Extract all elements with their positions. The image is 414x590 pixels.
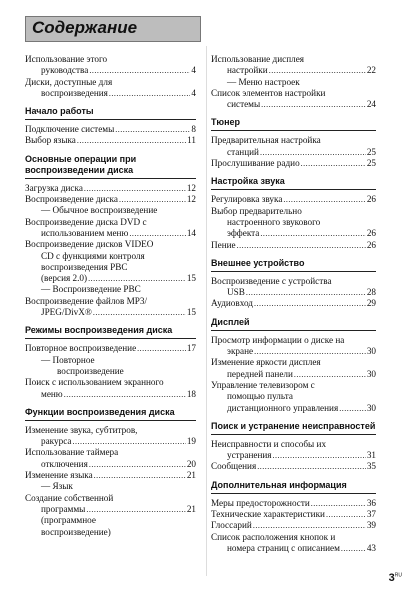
entry-text: Неисправности и способы их: [211, 438, 327, 449]
leader-dots: [93, 307, 186, 318]
entry-text: Создание собственной: [25, 492, 114, 503]
entry-text: Выбор предварительно: [211, 205, 302, 216]
leader-dots: [137, 343, 186, 354]
entry-text: помощью пульта: [227, 391, 293, 402]
entry-text: воспроизведения PBC: [41, 261, 128, 272]
page-ref: 20: [186, 458, 196, 469]
entry-text: Воспроизведение с устройства: [211, 275, 332, 286]
page-ref: 26: [366, 239, 376, 250]
entry-text: Управление телевизором с: [211, 379, 315, 390]
section-heading: Дополнительная информация: [211, 480, 376, 494]
toc-entry[interactable]: [211, 240, 376, 251]
leader-dots: [269, 65, 366, 76]
page-ref: 26: [366, 228, 376, 239]
column-divider: [206, 46, 207, 576]
entry-text: дистанционного управления: [227, 402, 339, 413]
page-ref: 21: [186, 503, 196, 514]
leader-dots: [339, 403, 366, 414]
section-heading: Тюнер: [211, 117, 376, 131]
entry-text: воспроизведение: [57, 365, 124, 376]
entry-text: воспроизведение): [41, 526, 111, 537]
section-heading: Режимы воспроизведения диска: [25, 325, 196, 339]
page-ref: 25: [366, 158, 376, 169]
entry-text: Поиск с использованием экранного: [25, 377, 164, 388]
page-ref: 28: [366, 287, 376, 298]
leader-dots: [84, 183, 186, 194]
toc-section: [211, 117, 376, 169]
entry-text: настройки: [227, 65, 268, 76]
entry-text: Воспроизведение диска: [25, 194, 118, 205]
entry-text: Использование этого: [25, 54, 108, 64]
leader-dots: [260, 147, 366, 158]
leader-dots: [237, 240, 366, 251]
leader-dots: [283, 194, 365, 205]
entry-text: Выбор языка: [25, 135, 76, 146]
leader-dots: [341, 543, 366, 554]
entry-text: JPEG/DivX®: [41, 307, 92, 318]
toc-entry[interactable]: [25, 77, 196, 100]
page-lang: RU: [394, 572, 402, 579]
leader-dots: [64, 389, 186, 400]
toc-subentry[interactable]: [211, 77, 376, 88]
toc-entry[interactable]: [25, 54, 196, 77]
entry-text: (программное: [41, 515, 96, 526]
entry-text: USB: [227, 287, 245, 298]
page-ref: 31: [366, 450, 376, 461]
entry-text: Воспроизведение файлов MP3/: [25, 295, 148, 306]
toc-entry[interactable]: [25, 470, 196, 481]
entry-text: настроенного звукового: [227, 216, 321, 227]
page-title: Содержание: [32, 18, 138, 37]
entry-text: Предварительная настройка: [211, 135, 321, 146]
entry-text: Использование дисплея: [211, 54, 305, 64]
leader-dots: [254, 298, 366, 309]
toc-section: [211, 421, 376, 473]
leader-dots: [311, 498, 366, 509]
page-ref: 29: [366, 298, 376, 309]
toc-section: [25, 325, 196, 399]
page-ref: 37: [366, 509, 376, 520]
entry-text: — Язык: [41, 481, 73, 492]
entry-text: системы: [227, 99, 261, 110]
entry-text: Повторное воспроизведение: [25, 343, 137, 354]
section-heading: Настройка звука: [211, 176, 376, 190]
entry-text: экране: [227, 346, 254, 357]
entry-text: Сообщения: [211, 461, 257, 472]
section-heading: Основные операции при воспроизведении диска: [25, 154, 196, 179]
entry-text: — Повторное: [41, 354, 95, 365]
entry-text: использованием меню: [41, 227, 129, 238]
toc-entry[interactable]: [211, 206, 376, 240]
toc-section: [25, 154, 196, 319]
entry-text: Регулировка звука: [211, 194, 283, 205]
toc-entry[interactable]: [25, 194, 196, 205]
page-ref: 25: [366, 146, 376, 157]
section-heading: Дисплей: [211, 317, 376, 331]
page-ref: 30: [366, 346, 376, 357]
toc-entry[interactable]: [211, 520, 376, 531]
toc-section: [25, 54, 196, 99]
entry-text: Использование таймера: [25, 447, 119, 458]
toc-entry[interactable]: [211, 380, 376, 414]
entry-text: CD с функциями контроля: [41, 250, 145, 261]
entry-text: меню: [41, 388, 63, 399]
toc-entry[interactable]: [211, 357, 376, 380]
page-ref: 39: [366, 520, 376, 531]
leader-dots: [260, 228, 365, 239]
toc-right-column: [211, 54, 376, 561]
toc-entry[interactable]: [211, 135, 376, 158]
toc-entry[interactable]: [211, 158, 376, 169]
page-ref: 12: [186, 182, 196, 193]
page-ref: 36: [366, 497, 376, 508]
leader-dots: [261, 99, 366, 110]
entry-text: Изменение яркости дисплея: [211, 357, 321, 368]
leader-dots: [88, 273, 186, 284]
entry-text: (версия 2.0): [41, 273, 88, 284]
entry-text: отключения: [41, 458, 88, 469]
page-title-box: [25, 16, 201, 42]
entry-text: воспроизведения: [41, 87, 108, 98]
entry-text: Глоссарий: [211, 520, 252, 531]
entry-text: Диски, доступные для: [25, 76, 113, 87]
leader-dots: [246, 287, 366, 298]
toc-entry[interactable]: [25, 217, 196, 240]
toc-entry[interactable]: [25, 425, 196, 448]
toc-entry[interactable]: [25, 447, 196, 470]
leader-dots: [115, 124, 190, 135]
toc-entry[interactable]: [211, 335, 376, 358]
section-heading: Начало работы: [25, 106, 196, 120]
entry-text: программы: [41, 503, 86, 514]
entry-text: Загрузка диска: [25, 182, 83, 193]
toc-section: [211, 258, 376, 310]
page-ref: 19: [186, 436, 196, 447]
toc-entry[interactable]: [211, 498, 376, 509]
page-ref: 8: [191, 124, 196, 135]
leader-dots: [86, 504, 185, 515]
leader-dots: [129, 228, 185, 239]
toc-entry[interactable]: [211, 54, 376, 77]
toc-entry[interactable]: [25, 493, 196, 538]
entry-text: Подключение системы: [25, 124, 115, 135]
entry-text: — Воспроизведение PBC: [41, 284, 141, 295]
leader-dots: [72, 436, 185, 447]
leader-dots: [109, 88, 191, 99]
leader-dots: [326, 509, 366, 520]
leader-dots: [89, 65, 190, 76]
page-ref: 30: [366, 368, 376, 379]
toc-entry[interactable]: [25, 135, 196, 146]
entry-text: устранения: [227, 450, 272, 461]
toc-section: [25, 407, 196, 538]
entry-text: Прослушивание радио: [211, 158, 300, 169]
page-ref: 12: [186, 194, 196, 205]
entry-text: ракурса: [41, 436, 72, 447]
entry-text: передней панели: [227, 368, 293, 379]
page-ref: 35: [366, 461, 376, 472]
page-number-value: 3: [388, 572, 395, 584]
entry-text: Пение: [211, 239, 236, 250]
page-ref: 30: [366, 402, 376, 413]
leader-dots: [294, 369, 366, 380]
toc-left-column: [25, 54, 196, 545]
toc-section: [211, 480, 376, 554]
entry-text: станций: [227, 146, 259, 157]
page-ref: 26: [366, 194, 376, 205]
toc-entry[interactable]: [211, 461, 376, 472]
page-ref: 11: [187, 135, 196, 146]
toc-entry[interactable]: [25, 296, 196, 319]
toc-entry[interactable]: [25, 343, 196, 354]
page-ref: 14: [186, 227, 196, 238]
entry-text: Меры предосторожности: [211, 497, 310, 508]
toc-entry[interactable]: [25, 377, 196, 400]
entry-text: эффекта: [227, 228, 260, 239]
toc-entry[interactable]: [25, 239, 196, 284]
entry-text: Воспроизведение дисков VIDEO: [25, 239, 154, 250]
toc-subentry[interactable]: [25, 481, 196, 492]
section-heading: Функции воспроизведения диска: [25, 407, 196, 421]
page-ref: 18: [186, 388, 196, 399]
page-number: [389, 572, 402, 584]
section-heading: Внешнее устройство: [211, 258, 376, 272]
entry-text: Изменение языка: [25, 470, 93, 481]
page-ref: 15: [186, 307, 196, 318]
entry-text: — Обычное воспроизведение: [41, 205, 158, 216]
toc-section: [211, 176, 376, 250]
toc-entry[interactable]: [211, 509, 376, 520]
page-ref: 4: [191, 65, 196, 76]
toc-entry[interactable]: [211, 276, 376, 299]
page-ref: 21: [186, 470, 196, 481]
toc-section: [211, 54, 376, 110]
toc-entry[interactable]: [211, 439, 376, 462]
toc-entry[interactable]: [25, 183, 196, 194]
entry-text: Просмотр информации о диске на: [211, 334, 345, 345]
leader-dots: [301, 158, 366, 169]
toc-entry[interactable]: [211, 88, 376, 111]
leader-dots: [94, 470, 186, 481]
entry-text: руководства: [41, 65, 89, 76]
toc-subentry[interactable]: [25, 284, 196, 295]
entry-text: Технические характеристики: [211, 509, 325, 520]
toc-section: [211, 317, 376, 414]
entry-text: номера страниц с описанием: [227, 542, 340, 553]
toc-subentry[interactable]: [25, 205, 196, 216]
page-ref: 15: [186, 273, 196, 284]
toc-entry[interactable]: [211, 532, 376, 555]
entry-text: Список элементов настройки: [211, 87, 326, 98]
leader-dots: [253, 520, 366, 531]
section-heading: Поиск и устранение неисправностей: [211, 421, 376, 435]
page-ref: 17: [186, 343, 196, 354]
leader-dots: [273, 450, 366, 461]
leader-dots: [119, 194, 186, 205]
toc-entry[interactable]: [211, 298, 376, 309]
toc-entry[interactable]: [25, 124, 196, 135]
toc-subentry[interactable]: [25, 355, 196, 378]
page-ref: 22: [366, 65, 376, 76]
entry-text: Изменение звука, субтитров,: [25, 424, 138, 435]
entry-text: Воспроизведение диска DVD с: [25, 216, 147, 227]
entry-text: — Меню настроек: [227, 76, 300, 87]
leader-dots: [89, 459, 186, 470]
leader-dots: [77, 135, 186, 146]
leader-dots: [257, 461, 366, 472]
page-ref: 43: [366, 542, 376, 553]
entry-text: Список расположения кнопок и: [211, 531, 336, 542]
page-ref: 24: [366, 99, 376, 110]
page-ref: 4: [191, 87, 196, 98]
leader-dots: [254, 346, 366, 357]
entry-text: Аудиовход: [211, 298, 253, 309]
toc-entry[interactable]: [211, 194, 376, 205]
toc-section: [25, 106, 196, 147]
